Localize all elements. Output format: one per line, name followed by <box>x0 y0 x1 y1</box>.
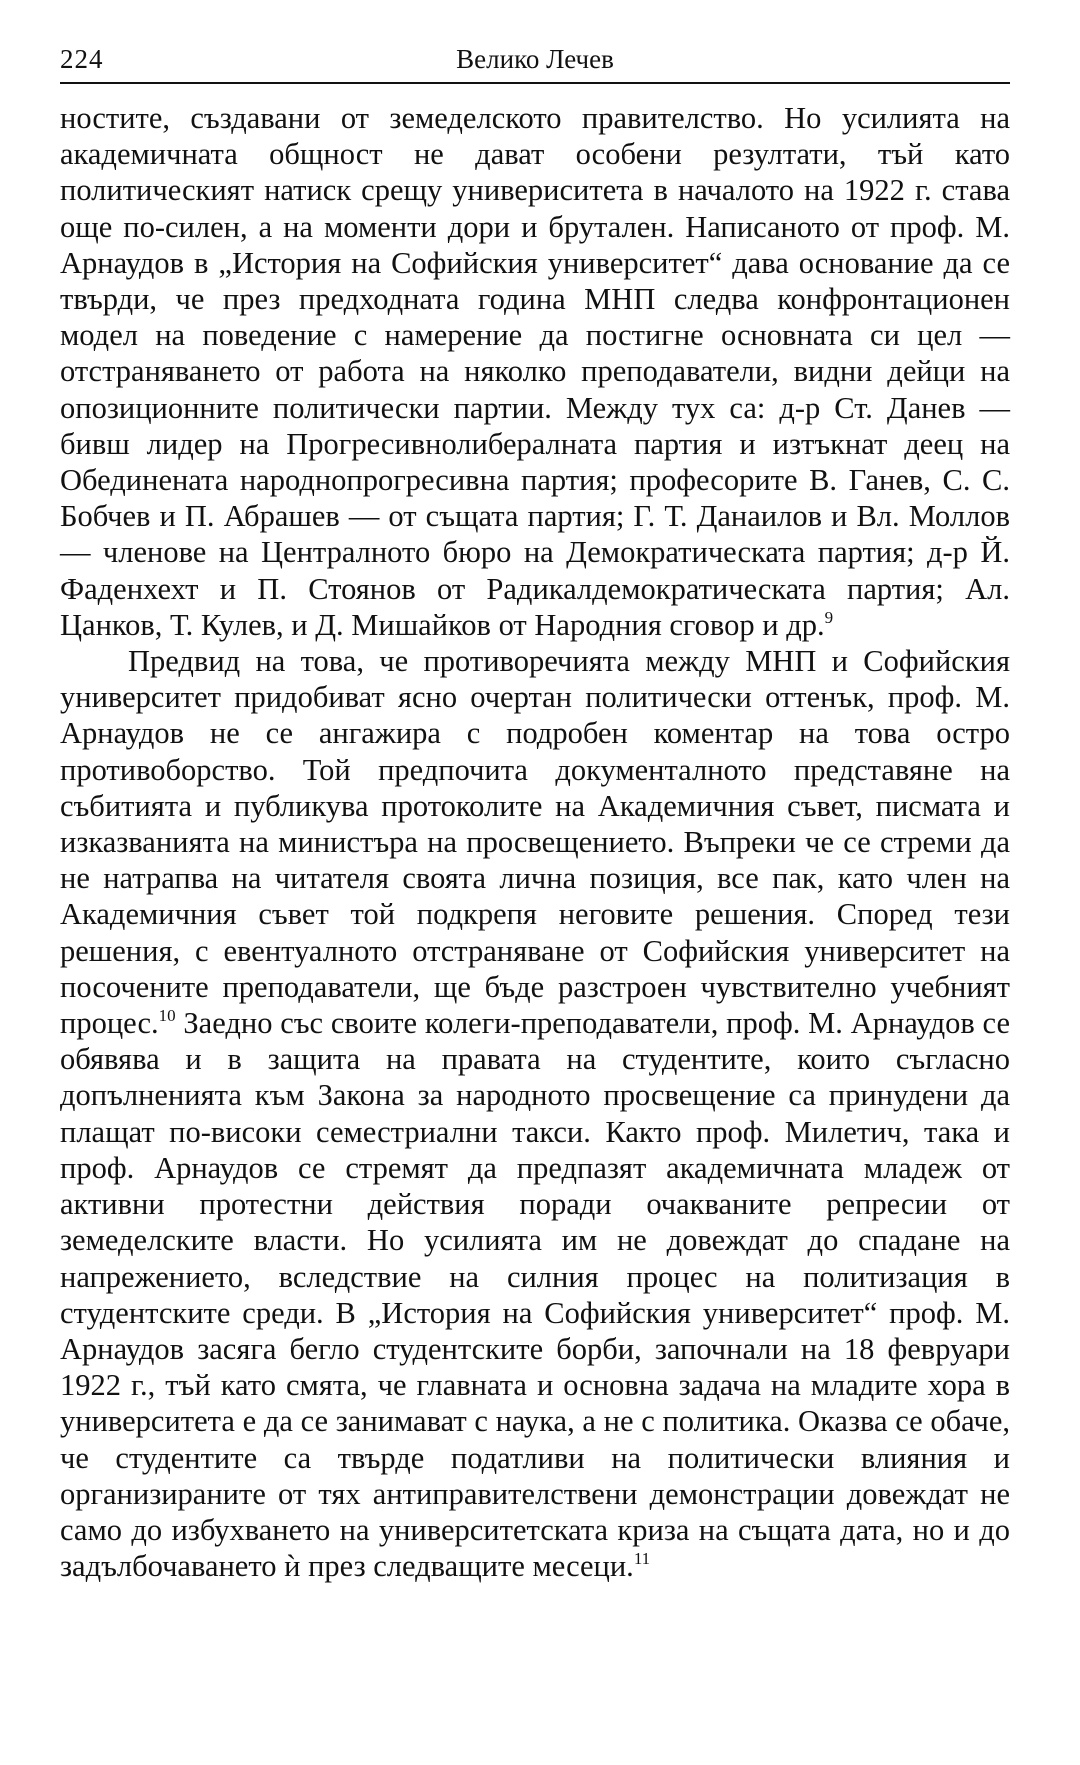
footnote-ref-11: 11 <box>633 1549 651 1569</box>
paragraph-1 <box>60 100 1010 643</box>
footnote-ref-9: 9 <box>824 607 834 627</box>
page-number: 224 <box>60 44 104 74</box>
paragraph-2-text-part-1: Предвид на това, че противоречията между МНП и Софийския университет придобиват ясно очертан политически оттенък, проф. М. Арнаудов не се ангажира с подробен коментар на това остро противоборство. Той предпочита документалното представяне на събитията и публикува протоколите на Академичния съвет, писмата и изказванията на министъра на просвещението. Въпреки че се стреми да не натрапва на читателя своята лична позиция, все пак, като член на Академичния съвет той подкрепя неговите решения. Според тези решения, с евентуалното отстраняване от Софийския университет на посочените преподаватели, ще бъде разстроен чувствително учебният процес. <box>60 644 1010 1041</box>
running-title: Велико Лечев <box>456 44 614 74</box>
footnote-ref-10: 10 <box>158 1006 176 1026</box>
paragraph-2-text-part-2: Заедно със своите колеги-преподаватели, проф. М. Арнаудов се обявява и в защита на правата на студентите, които съгласно допълненията към Закона за народното просвещение са принудени да плащат по-високи семестриални такси. Както проф. Милетич, така и проф. Арнаудов се стремят да предпазят академичната младеж от активни протестни действия поради очакваните репресии от земеделските власти. Но усилията им не довеждат до спадане на напрежението, вследствие на силния процес на политизация в студентските среди. В „История на Софийския университет“ проф. М. Арнаудов засяга бегло студентските борби, започнали на 18 февруари 1922 г., тъй като смята, че главната и основна задача на младите хора в университета е да се занимават с наука, а не с политика. Оказва се обаче, че студентите са твърде податливи на политически влияния и организираните от тях антиправителствени демонстрации довеждат не само до избухването на университетската криза на същата дата, но и до задълбочаването ѝ през следващите месеци. <box>60 1006 1010 1584</box>
running-head <box>60 38 1010 84</box>
paragraph-2 <box>60 643 1010 1584</box>
body-text <box>60 100 1010 1584</box>
paragraph-1-text: ностите, създавани от земеделското правителство. Но усилията на академичната общност не дават особени резултати, тъй като политическият натиск срещу универиситета в началото на 1922 г. става още по-силен, а на моменти дори и брутален. Написаното от проф. М. Арнаудов в „История на Софийския университет“ дава основание да се твърди, че през предходната година МНП следва конфронтационен модел на поведение с намерение да постигне основната си цел — отстраняването от работа на няколко преподаватели, видни дейци на опозиционните политически партии. Между тух са: д-р Ст. Данев — бивш лидер на Прогресивнолибералната партия и изтъкнат деец на Обединената народнопрогресивна партия; професорите В. Ганев, С. С. Бобчев и П. Абрашев — от същата партия; Г. Т. Данаилов и Вл. Моллов — членове на Централното бюро на Демократическата партия; д-р Й. Фаденхехт и П. Стоянов от Радикалдемократическата партия; Ал. Цанков, Т. Кулев, и Д. Мишайков от Народния сговор и др. <box>60 101 1010 642</box>
book-page <box>60 38 1010 1584</box>
